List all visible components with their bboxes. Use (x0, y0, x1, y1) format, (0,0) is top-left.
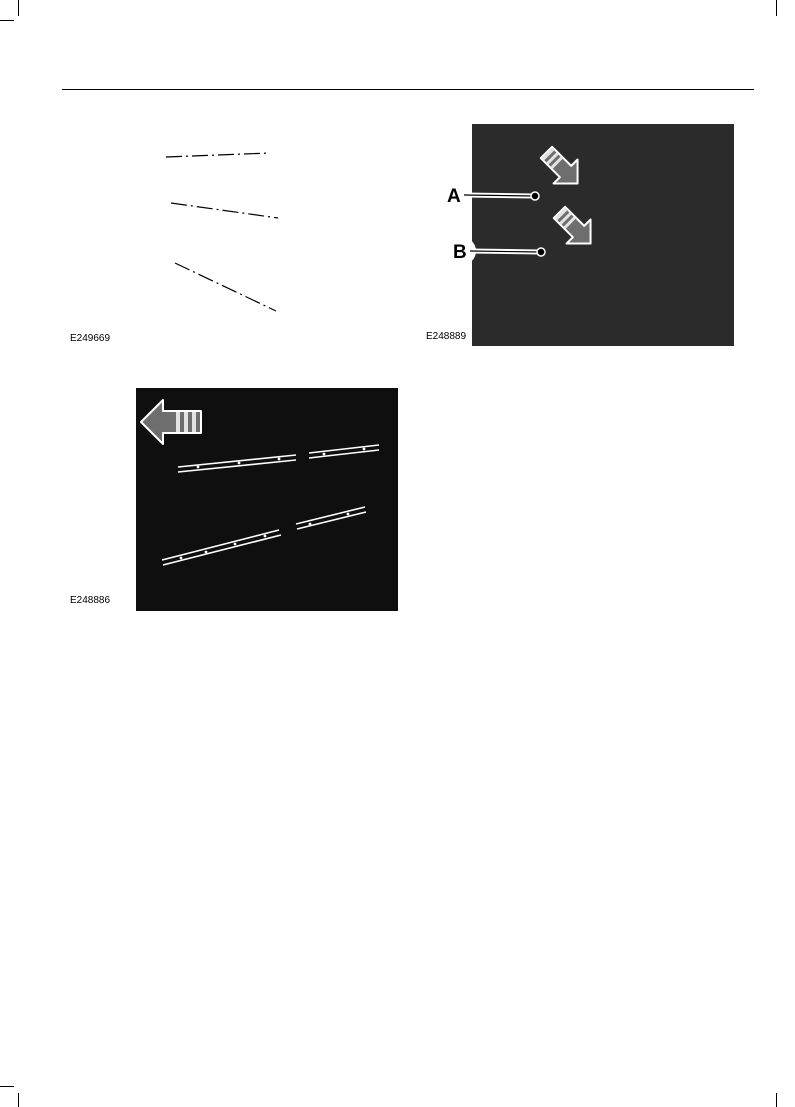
dash-dot-line-flat (166, 153, 270, 157)
header-rule (62, 89, 754, 90)
callout-label-a: A (447, 186, 461, 207)
dash-dot-line-steep (175, 263, 276, 311)
crop-mark-top-left-vertical (18, 0, 19, 16)
crop-mark-bottom-left-vertical (18, 1093, 19, 1107)
lane-markings-illustration (136, 388, 398, 611)
crop-mark-top-left-horizontal (0, 20, 14, 21)
figure-code: E249669 (70, 333, 111, 344)
crop-mark-bottom-left-horizontal (0, 1086, 14, 1087)
lane-lines-diagram (160, 140, 290, 320)
figure-code: E248889 (426, 331, 467, 342)
dash-dot-line-medium (171, 203, 278, 218)
indicator-panel-illustration (440, 124, 735, 346)
panel-background (472, 124, 734, 346)
figure-code: E248886 (70, 595, 111, 606)
crop-mark-bottom-right-vertical (776, 1093, 777, 1107)
callout-label-b: B (453, 242, 467, 263)
crop-mark-top-right-vertical (776, 0, 777, 16)
